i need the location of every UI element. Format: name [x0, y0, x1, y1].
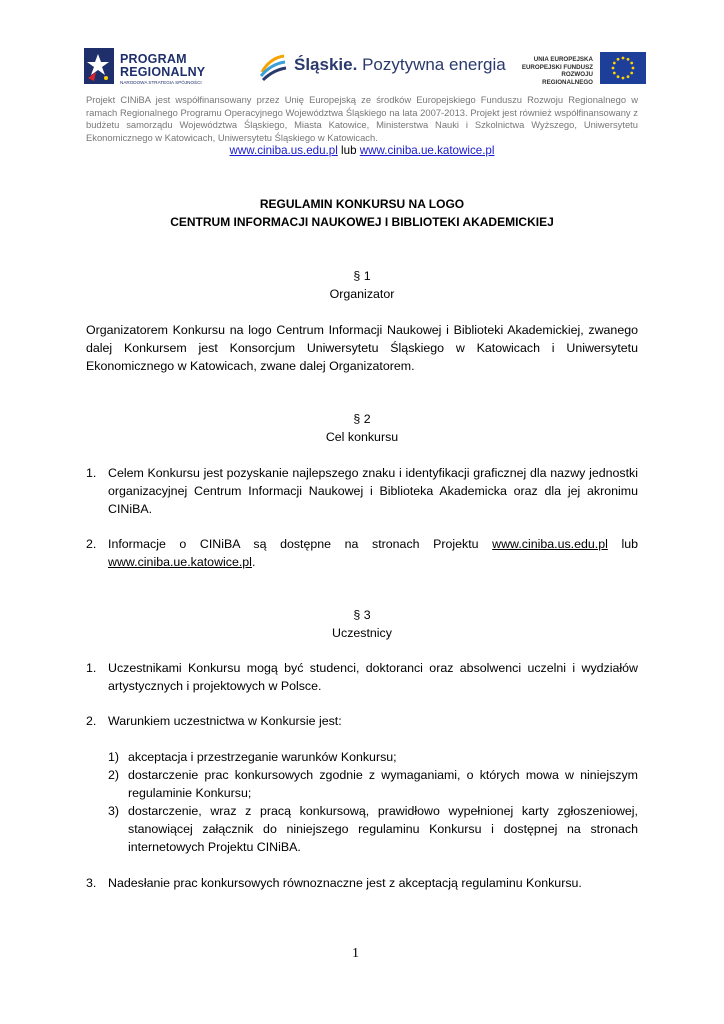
item-number: 1.	[86, 466, 97, 480]
item-text-mid: lub	[607, 537, 638, 551]
section-3-sign: § 3	[353, 608, 371, 622]
eu-logo	[507, 44, 645, 90]
eu-logo-line2: EUROPEJSKI FUNDUSZ	[521, 63, 593, 71]
program-regionalny-logo	[84, 44, 214, 90]
subitem-text: akceptacja i przestrzeganie warunków Konkursu;	[128, 750, 397, 764]
eu-flag-icon	[600, 52, 646, 84]
section-1-heading: Organizator	[329, 287, 395, 301]
item-text-post: .	[251, 555, 256, 569]
section-3-subitem-1	[108, 748, 638, 766]
link-ciniba-us-inline[interactable]: www.ciniba.us.edu.pl	[492, 537, 608, 551]
eu-logo-line3: ROZWOJU REGIONALNEGO	[542, 71, 593, 86]
link-separator: lub	[341, 144, 357, 157]
slaskie-logo	[258, 44, 506, 90]
subitem-number: 3)	[108, 804, 120, 818]
program-logo-line1: PROGRAM	[120, 52, 187, 66]
item-number: 2.	[86, 537, 97, 551]
slaskie-slogan: Pozytywna energia	[362, 55, 506, 74]
program-logo-line3: NARODOWA STRATEGIA SPÓJNOŚCI	[120, 80, 202, 85]
subitem-text: dostarczenie prac konkursowych zgodnie z wymaganiami, o których mowa w niniejszym regulaminie Konkursu;	[128, 768, 638, 800]
item-number: 1.	[86, 661, 97, 675]
slaskie-mark-icon	[258, 52, 288, 82]
item-text: Warunkiem uczestnictwa w Konkursie jest:	[108, 714, 342, 728]
link-ciniba-ue-inline[interactable]: www.ciniba.ue.katowice.pl	[108, 555, 252, 569]
subitem-number: 2)	[108, 768, 120, 782]
cofinancing-note: Projekt CINiBA jest współfinansowany przez Unię Europejską ze środków Europejskiego Funduszu Rozwoju Regionalnego w ramach Regionalnego Programu Operacyjnego Województwa Śląskiego na lata 2007-2013. Projekt jest również współfinansowany z budżetu samorządu Województwa Śląskiego, Miasta Katowice, Ministerstwa Nauki i Szkolnictwa Wyższego, Uniwersytetu Ekonomicznego w Katowicach, Uniwersytetu Śląskiego w Katowicach.	[86, 94, 638, 143]
section-1-text: Organizatorem Konkursu na logo Centrum Informacji Naukowej i Biblioteki Akademickiej, zwanego dalej Konkursem jest Konsorcjum Uniwersytetu Śląskiego w Katowicach i Uniwersytetu Ekonomicznego w Katowicach, zwane dalej Organizatorem.	[86, 323, 638, 373]
subitem-number: 1)	[108, 750, 120, 764]
document-title-line2: CENTRUM INFORMACJI NAUKOWEJ I BIBLIOTEKI AKADEMICKIEJ	[170, 215, 554, 229]
item-text	[108, 535, 638, 571]
link-ciniba-us[interactable]: www.ciniba.us.edu.pl	[229, 144, 338, 157]
section-3-heading: Uczestnicy	[332, 626, 392, 640]
eu-logo-line1: UNIA EUROPEJSKA	[533, 56, 593, 63]
program-logo-line2: REGIONALNY	[120, 65, 206, 79]
item-text: Celem Konkursu jest pozyskanie najlepszego znaku i identyfikacji graficznej dla nazwy jednostki organizacyjnej Centrum Informacji Naukowej i Biblioteka Akademicka oraz dla jej akronimu CINiBA.	[108, 466, 638, 516]
section-2-item-1	[86, 464, 638, 518]
section-3-subitem-2	[108, 766, 638, 802]
slaskie-logo-text	[294, 55, 506, 75]
item-text-pre: Informacje o CINiBA są dostępne na stronach Projektu	[108, 537, 493, 551]
page-number: 1	[352, 946, 359, 961]
item-text: Nadesłanie prac konkursowych równoznaczne jest z akceptacją regulaminu Konkursu.	[108, 876, 582, 890]
item-text: Uczestnikami Konkursu mogą być studenci, doktoranci oraz absolwenci uczelni i wydziałów artystycznych i projektowych w Polsce.	[108, 661, 638, 693]
section-2-sign: § 2	[353, 412, 371, 426]
document-title-line1: REGULAMIN KONKURSU NA LOGO	[259, 197, 465, 211]
item-number: 3.	[86, 876, 97, 890]
project-links	[86, 144, 638, 157]
section-3-item-3	[86, 874, 638, 892]
section-3-subitem-3	[108, 802, 638, 856]
star-logo-icon	[84, 48, 114, 84]
section-2-heading: Cel konkursu	[325, 430, 399, 444]
link-ciniba-ue[interactable]: www.ciniba.ue.katowice.pl	[359, 144, 495, 157]
section-2-item-2	[86, 535, 638, 571]
item-number: 2.	[86, 714, 97, 728]
eu-logo-text	[509, 56, 593, 86]
section-3-item-1	[86, 659, 638, 695]
slaskie-brand: Śląskie.	[294, 55, 358, 74]
section-3-item-2	[86, 712, 638, 730]
subitem-text: dostarczenie, wraz z pracą konkursową, prawidłowo wypełnionej karty zgłoszeniowej, stanowiącej załącznik do niniejszego regulaminu Konkursu i dostępnej na stronach internetowych Projektu CINiBA.	[128, 804, 638, 854]
section-1-sign: § 1	[353, 269, 371, 283]
